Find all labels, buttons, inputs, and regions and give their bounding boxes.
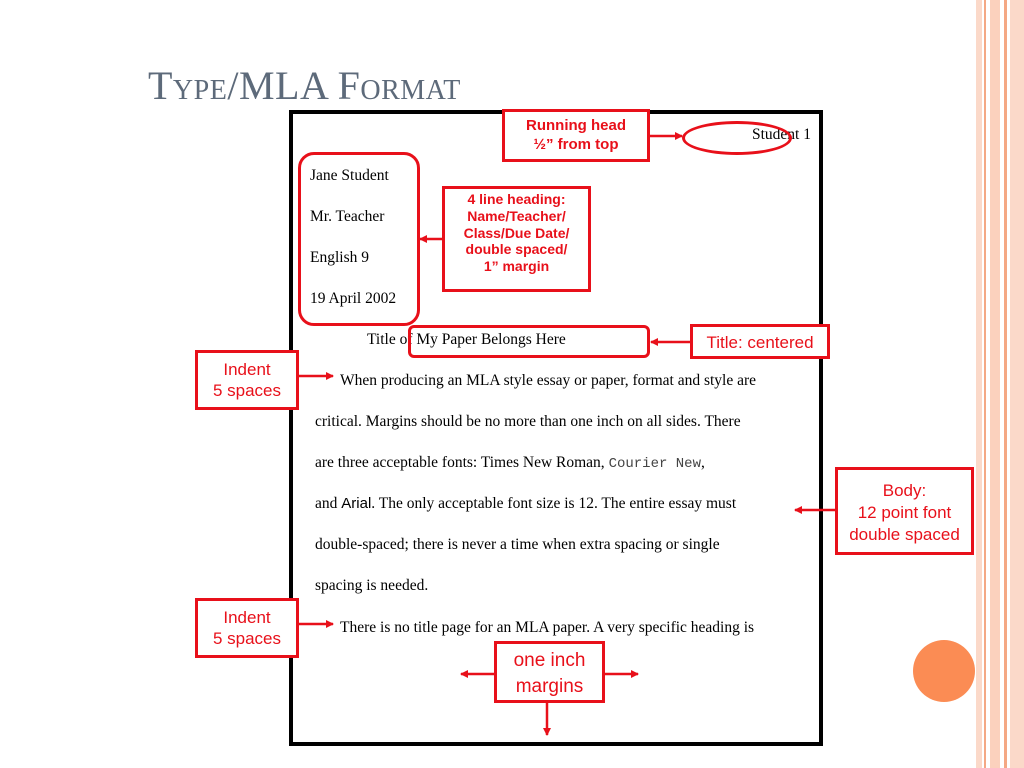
body-line: When producing an MLA style essay or paper, format and style are xyxy=(340,372,757,389)
callout-text: double spaced xyxy=(849,525,960,545)
callout-title-centered xyxy=(690,324,830,359)
callout-body xyxy=(835,467,974,555)
heading-line-date: 19 April 2002 xyxy=(310,290,397,307)
callout-text: 12 point font xyxy=(857,503,952,523)
heading-line-name: Jane Student xyxy=(310,167,389,184)
decor-stripe xyxy=(984,0,986,768)
decor-circle xyxy=(913,640,975,702)
callout-running-head xyxy=(502,109,650,162)
heading-line-class: English 9 xyxy=(310,249,369,266)
font-sample-arial: Arial xyxy=(341,495,372,512)
callout-text: Title: centered xyxy=(706,333,814,352)
body-text: and xyxy=(315,495,342,512)
callout-margins xyxy=(494,641,605,703)
body-text: are three acceptable fonts: Times New Roman, xyxy=(315,454,609,471)
callout-text: 5 spaces xyxy=(212,381,282,401)
callout-text: 4 line heading: xyxy=(467,191,566,207)
body-line: double-spaced; there is never a time when extra spacing or single xyxy=(315,536,720,553)
callout-text: 1” margin xyxy=(483,258,550,275)
body-line xyxy=(315,495,736,513)
callout-text: Running head xyxy=(526,117,626,134)
decor-stripe xyxy=(990,0,1000,768)
slide-title: Type/MLA Format xyxy=(148,63,461,108)
body-text: . The only acceptable font size is 12. The entire essay must xyxy=(371,495,737,512)
callout-text: Indent xyxy=(223,608,271,627)
callout-text: double spaced/ xyxy=(465,241,568,258)
heading-line-teacher: Mr. Teacher xyxy=(310,208,385,225)
callout-indent-2 xyxy=(195,598,299,658)
heading-highlight xyxy=(298,152,420,326)
running-head-highlight xyxy=(682,121,792,155)
callout-text: Body: xyxy=(882,481,927,500)
callout-indent-1 xyxy=(195,350,299,410)
body-line: critical. Margins should be no more than one inch on all sides. There xyxy=(315,413,741,430)
callout-text: Class/Due Date/ xyxy=(463,224,570,241)
title-highlight xyxy=(408,325,650,358)
callout-text: ½” from top xyxy=(533,135,619,153)
body-line: spacing is needed. xyxy=(315,577,429,594)
running-head-text: Student 1 xyxy=(752,126,811,143)
callout-heading xyxy=(442,186,591,292)
body-text: , xyxy=(700,454,705,471)
callout-text: Name/Teacher/ xyxy=(467,207,566,224)
callout-text: one inch xyxy=(513,650,586,671)
callout-text: 5 spaces xyxy=(212,629,282,649)
decor-stripe xyxy=(976,0,982,768)
decor-stripe xyxy=(1010,0,1024,768)
body-line: There is no title page for an MLA paper. A very specific heading is xyxy=(340,619,755,636)
body-line xyxy=(315,454,705,472)
font-sample-courier: Courier New xyxy=(608,456,701,472)
callout-text: Indent xyxy=(223,360,271,379)
decor-stripe xyxy=(1004,0,1007,768)
paper-title: Title of My Paper Belongs Here xyxy=(367,331,566,348)
callout-text: margins xyxy=(515,675,584,697)
